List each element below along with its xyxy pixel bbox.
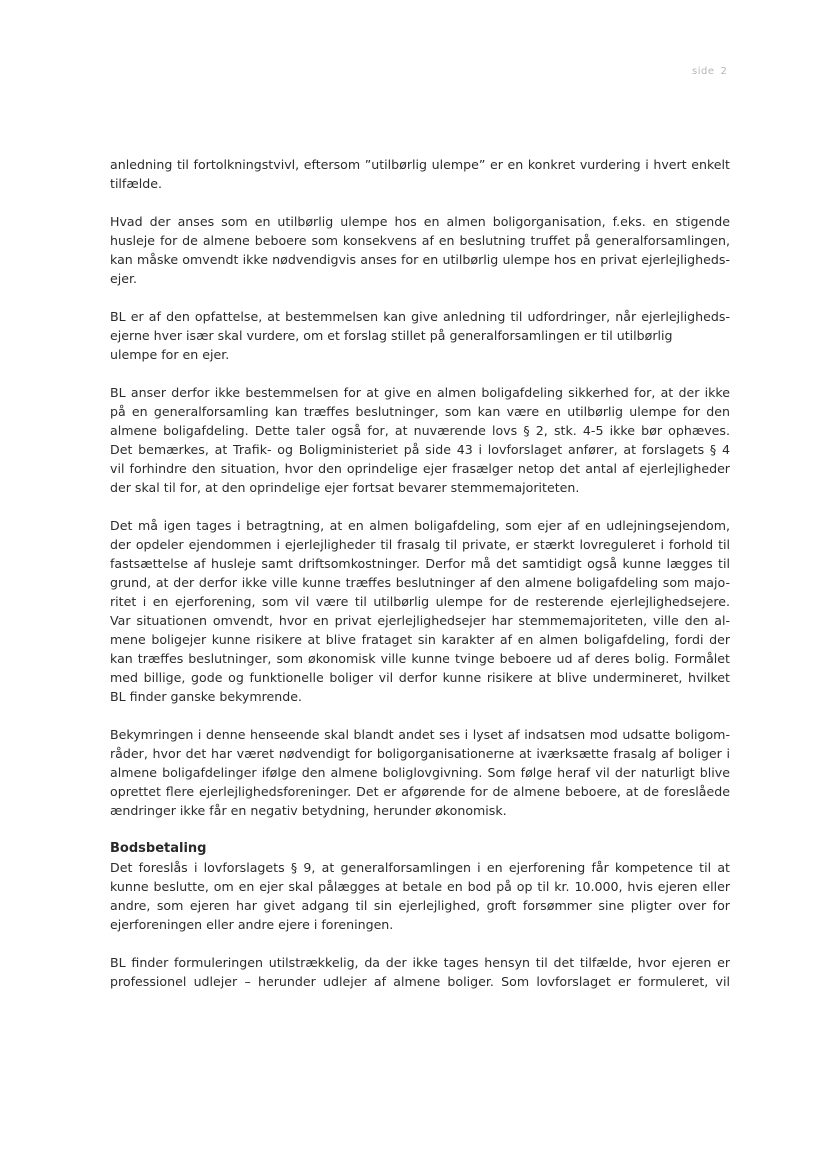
paragraph-line: med billige, gode og funktionelle boliger vil derfor kunne risikere at blive undermineret, hvilket [110,670,730,685]
paragraph-line: kan måske omvendt ikke nødvendigvis anses for en utilbørlig ulempe hos en privat ejerlejligheds- [110,252,730,267]
paragraph-line: ændringer ikke får en negativ betydning, herunder økonomisk. [110,803,507,818]
paragraph-line: kan træffes beslutninger, som økonomisk ville kunne tvinge beboere ud af deres bolig. Formålet [110,651,730,666]
paragraph-3 [110,307,730,364]
paragraph-line: BL finder ganske bekymrende. [110,689,303,704]
paragraph-line: ejerforeningen eller andre ejere i foreningen. [110,917,394,932]
paragraph-line: på en generalforsamling kan træffes beslutninger, som kan være en utilbørlig ulempe for den [110,404,730,419]
page-number [692,66,727,77]
paragraph-line: Det bemærkes, at Trafik- og Boligministeriet på side 43 i lovforslaget anfører, at forslagets § 4 [110,442,730,457]
section-bodsbetaling [110,839,730,991]
paragraph-6 [110,725,730,820]
document-body [110,155,730,1010]
paragraph-line: vil forhindre den situation, hvor den oprindelige ejer frasælger netop det antal af ejerlejligheder [110,461,730,476]
paragraph-line: mene boligejer kunne risikere at blive frataget sin karakter af en almen boligafdeling, fordi der [110,632,730,647]
paragraph-line: almene boligafdelinger ifølge den almene boliglovgivning. Som følge heraf vil der naturligt blive [110,765,730,780]
paragraph-line: Det må igen tages i betragtning, at en almen boligafdeling, som ejer af en udlejningsejendom, [110,518,730,533]
paragraph-line: Var situationen omvendt, hvor en privat ejerlejlighedsejer har stemmemajoriteten, ville den al- [110,613,730,628]
paragraph-line: der skal til for, at den oprindelige ejer fortsat bevarer stemmemajoriteten. [110,480,580,495]
paragraph-line: tilfælde. [110,176,162,191]
section-heading: Bodsbetaling [110,841,207,856]
paragraph-line: almene boligafdeling. Dette taler også for, at nuværende lovs § 2, stk. 4-5 ikke bør ophæves. [110,423,730,438]
paragraph-line: kunne beslutte, om en ejer skal pålægges at betale en bod på op til kr. 10.000, hvis ejeren eller [110,879,730,894]
page-number-value: 2 [720,66,728,77]
paragraph-line: Hvad der anses som en utilbørlig ulempe hos en almen boligorganisation, f.eks. en stigende [110,214,730,229]
paragraph-5 [110,516,730,706]
paragraph-line: ejer. [110,271,138,286]
paragraph-1 [110,155,730,193]
section-paragraph-1 [110,858,730,934]
paragraph-line: der opdeler ejendommen i ejerlejligheder til frasalg til private, er stærkt lovreguleret i forhold til [110,537,730,552]
paragraph-line: husleje for de almene beboere som konsekvens af en beslutning truffet på generalforsamlingen, [110,233,730,248]
paragraph-line: andre, som ejeren har givet adgang til sin ejerlejlighed, groft forsømmer sine pligter over for [110,898,730,913]
paragraph-line: BL anser derfor ikke bestemmelsen for at give en almen boligafdeling sikkerhed for, at der ikke [110,385,730,400]
page-number-label: side [692,66,715,77]
section-paragraph-2 [110,953,730,991]
paragraph-line: oprettet flere ejerlejlighedsforeninger. Det er afgørende for de almene beboere, at de foreslåede [110,784,730,799]
paragraph-line: ulempe for en ejer. [110,347,230,362]
paragraph-line: professionel udlejer – herunder udlejer af almene boliger. Som lovforslaget er formuleret, vil [110,974,730,989]
paragraph-line: fastsættelse af husleje samt driftsomkostninger. Derfor må det samtidigt også kunne lægges til [110,556,730,571]
paragraph-line: anledning til fortolkningstvivl, eftersom ”utilbørlig ulempe” er en konkret vurdering i hvert enkelt [110,157,730,172]
paragraph-4 [110,383,730,497]
paragraph-line: ejerne hver især skal vurdere, om et forslag stillet på generalforsamlingen er til utilbørlig [110,328,673,343]
paragraph-line: Det foreslås i lovforslagets § 9, at generalforsamlingen i en ejerforening får kompetence til at [110,860,730,875]
paragraph-line: BL finder formuleringen utilstrækkelig, da der ikke tages hensyn til det tilfælde, hvor ejeren er [110,955,730,970]
paragraph-line: ritet i en ejerforening, som vil være til utilbørlig ulempe for de resterende ejerlejlighedsejere. [110,594,730,609]
paragraph-line: BL er af den opfattelse, at bestemmelsen kan give anledning til udfordringer, når ejerlejligheds- [110,309,730,324]
paragraph-2 [110,212,730,288]
paragraph-line: grund, at der derfor ikke ville kunne træffes beslutninger af den almene boligafdeling som majo- [110,575,730,590]
paragraph-line: Bekymringen i denne henseende skal blandt andet ses i lyset af indsatsen mod udsatte boligom- [110,727,730,742]
paragraph-line: råder, hvor det har været nødvendigt for boligorganisationerne at iværksætte frasalg af boliger i [110,746,730,761]
